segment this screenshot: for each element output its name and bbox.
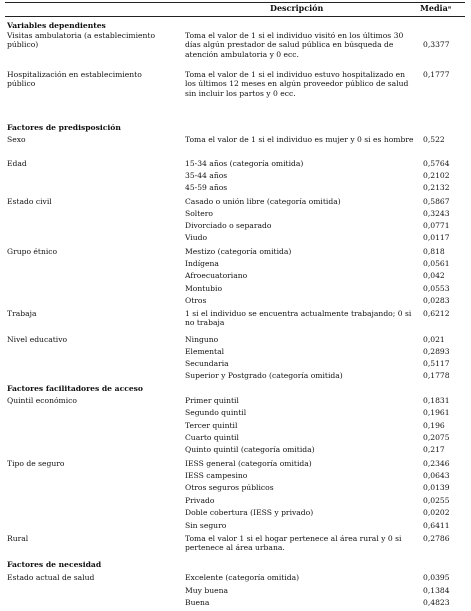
desc-trabaja: 1 si el individuo se encuentra actualmente trabajando; 0 si no trabaja [185,309,412,328]
cat-etnico-4: Otros [185,296,207,305]
value-visitas: 0,3377 [423,40,450,49]
cat-edad-2: 45-59 años [185,183,228,192]
value-quintil-0: 0,1831 [423,396,450,405]
cat-civil-3: Viudo [185,233,208,242]
desc-visitas: Toma el valor de 1 si el individuo visitó en los últimos 30 días algún prestador de salud pública en búsqueda de atención ambulatoria y 0 ecc. [185,31,404,59]
cat-seguro-2: Otros seguros públicos [185,483,274,492]
cat-salud-2: Buena [185,598,210,607]
value-quintil-2: 0,196 [423,421,445,430]
value-salud-2: 0,4823 [423,598,450,607]
cat-salud-1: Muy buena [185,586,229,595]
value-edad-1: 0,2102 [423,171,450,180]
cat-seguro-4: Doble cobertura (IESS y privado) [185,508,314,517]
cat-etnico-1: Indígena [185,259,219,268]
cat-quintil-1: Segundo quintil [185,408,247,417]
cat-quintil-0: Primer quintil [185,396,239,405]
value-edad-2: 0,2132 [423,183,450,192]
value-educativo-1: 0,2893 [423,347,450,356]
cat-edad-0: 15-34 años (categoría omitida) [185,159,304,168]
label-etnico: Grupo étnico [7,247,58,256]
value-etnico-0: 0,818 [423,247,445,256]
label-seguro: Tipo de seguro [7,459,65,468]
label-hospitalizacion: Hospitalización en establecimiento público [7,70,142,89]
cat-seguro-5: Sin seguro [185,521,227,530]
value-quintil-4: 0,217 [423,445,445,454]
label-civil: Estado civil [7,197,52,206]
value-civil-0: 0,5867 [423,197,450,206]
cat-salud-0: Excelente (categoría omitida) [185,573,300,582]
value-edad-0: 0,5764 [423,159,450,168]
value-salud-0: 0,0395 [423,573,450,582]
cat-seguro-1: IESS campesino [185,471,248,480]
value-etnico-4: 0,0283 [423,296,450,305]
label-educativo: Nivel educativo [7,335,68,344]
cat-etnico-3: Montubio [185,284,223,293]
value-seguro-2: 0,0139 [423,483,450,492]
label-edad: Edad [7,159,27,168]
value-educativo-2: 0,5117 [423,359,450,368]
cat-etnico-2: Afroecuatoriano [185,271,248,280]
value-trabaja: 0,6212 [423,309,450,318]
header-rule [5,16,465,17]
value-civil-2: 0,0771 [423,221,450,230]
value-etnico-3: 0,0553 [423,284,450,293]
cat-etnico-0: Mestizo (categoría omitida) [185,247,292,256]
section-predisposicion: Factores de predisposición [7,123,121,132]
cat-educativo-0: Ninguno [185,335,219,344]
value-educativo-3: 0,1778 [423,371,450,380]
cat-educativo-3: Superior y Postgrado (categoría omitida) [185,371,343,380]
value-etnico-2: 0,042 [423,271,445,280]
cat-seguro-0: IESS general (categoría omitida) [185,459,312,468]
value-seguro-0: 0,2346 [423,459,450,468]
desc-sexo: Toma el valor de 1 si el individuo es mujer y 0 si es hombre [185,135,414,144]
cat-seguro-3: Privado [185,496,215,505]
cat-educativo-1: Elemental [185,347,225,356]
value-seguro-1: 0,0643 [423,471,450,480]
section-dependientes: Variables dependientes [7,21,106,30]
section-necesidad: Factores de necesidad [7,560,102,569]
label-rural: Rural [7,534,29,543]
top-rule [5,2,465,3]
value-seguro-4: 0,0202 [423,508,450,517]
header-media: Mediaᵃ [420,3,452,13]
desc-rural: Toma el valor 1 si el hogar pertenece al área rural y 0 si pertenece al área urbana. [185,534,402,553]
value-etnico-1: 0,0561 [423,259,450,268]
cat-quintil-4: Quinto quintil (categoría omitida) [185,445,315,454]
cat-quintil-3: Cuarto quintil [185,433,239,442]
cat-edad-1: 35-44 años [185,171,228,180]
value-seguro-5: 0,6411 [423,521,450,530]
label-salud: Estado actual de salud [7,573,95,582]
cat-educativo-2: Secundaria [185,359,229,368]
cat-civil-1: Soltero [185,209,213,218]
value-sexo: 0,522 [423,135,445,144]
cat-civil-0: Casado o unión libre (categoría omitida) [185,197,341,206]
value-quintil-3: 0,2075 [423,433,450,442]
value-educativo-0: 0,021 [423,335,445,344]
section-facilitadores: Factores facilitadores de acceso [7,384,143,393]
value-rural: 0,2786 [423,534,450,543]
cat-civil-2: Divorciado o separado [185,221,272,230]
value-quintil-1: 0,1961 [423,408,450,417]
header-descripcion: Descripción [270,3,324,13]
label-trabaja: Trabaja [7,309,37,318]
value-civil-1: 0,3243 [423,209,450,218]
value-civil-3: 0,0117 [423,233,450,242]
label-quintil: Quintil económico [7,396,77,405]
desc-hospitalizacion: Toma el valor de 1 si el individuo estuvo hospitalizado en los últimos 12 meses en algún proveedor público de salud sin incluir los partos y 0 ecc. [185,70,409,98]
cat-quintil-2: Tercer quintil [185,421,238,430]
value-hospitalizacion: 0,1777 [423,70,450,79]
value-salud-1: 0,1384 [423,586,450,595]
label-visitas: Visitas ambulatoria (a establecimiento público) [7,31,156,50]
value-seguro-3: 0,0255 [423,496,450,505]
label-sexo: Sexo [7,135,26,144]
